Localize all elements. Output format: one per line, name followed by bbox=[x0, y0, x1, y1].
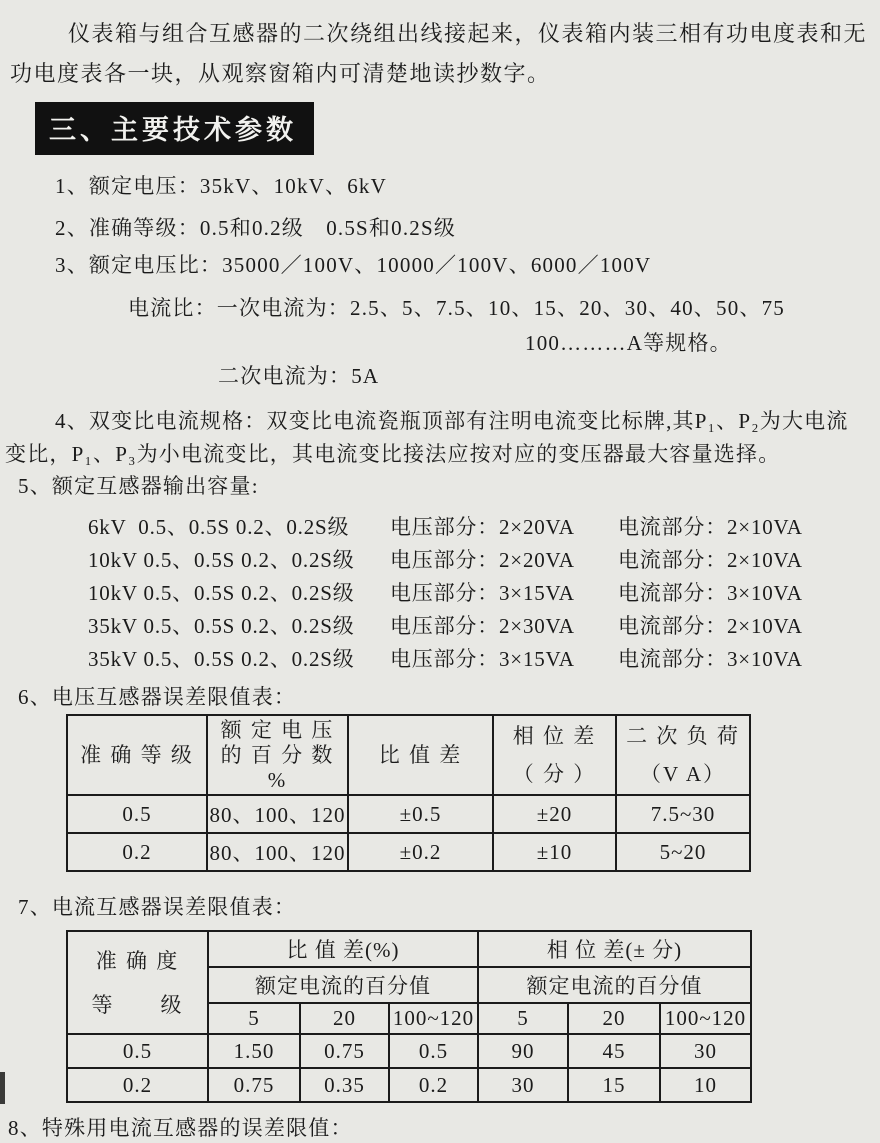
capacity-row bbox=[88, 511, 880, 544]
cell-value: 0.75 bbox=[208, 1068, 300, 1102]
capacity-row bbox=[88, 544, 880, 577]
cell-grade: 0.5 bbox=[67, 1034, 208, 1068]
th-phase-error-group: 相 位 差(± 分) bbox=[478, 931, 751, 967]
capacity-voltage-part: 电压部分：2×30VA bbox=[390, 614, 575, 638]
voltage-error-table bbox=[66, 714, 751, 872]
item-6-voltage-error-table-caption: 6、电压互感器误差限值表： bbox=[18, 685, 297, 709]
th-pct-100-120: 100~120 bbox=[660, 1003, 751, 1034]
capacity-voltage-part: 电压部分：3×15VA bbox=[390, 647, 575, 671]
capacity-row bbox=[88, 577, 880, 610]
item-3-rated-voltage-ratio: 3、额定电压比：35000／100V、10000／100V、6000／100V bbox=[55, 253, 652, 277]
cell-value: 0.35 bbox=[300, 1068, 389, 1102]
capacity-current-part: 电流部分：3×10VA bbox=[618, 647, 803, 671]
cell-value: 30 bbox=[478, 1068, 568, 1102]
cell-value: 45 bbox=[568, 1034, 660, 1068]
cell-ratio-error: ±0.5 bbox=[348, 795, 493, 833]
th-rated-voltage-percent-l1: 额 定 电 压 bbox=[220, 717, 335, 742]
th-phase-difference bbox=[493, 715, 616, 795]
th-secondary-burden-l1: 二 次 负 荷 bbox=[626, 723, 740, 748]
capacity-current-part: 电流部分：2×10VA bbox=[618, 515, 803, 539]
capacity-current-part: 电流部分：3×10VA bbox=[618, 581, 803, 605]
current-error-table bbox=[66, 930, 752, 1103]
cell-value: 0.2 bbox=[389, 1068, 478, 1102]
th-rated-voltage-percent-l2: 的 百 分 数 bbox=[220, 742, 335, 767]
cell-burden: 5~20 bbox=[616, 833, 750, 871]
cell-accuracy: 0.2 bbox=[67, 833, 207, 871]
item-4-line-2: 变比，P₁、P₃为小电流变比，其电流变比接法应按对应的变压器最大容量选择。 bbox=[5, 442, 781, 466]
item-2-accuracy-class: 2、准确等级：0.5和0.2级 0.5S和0.2S级 bbox=[55, 216, 457, 240]
item-3-primary-current: 电流比：一次电流为：2.5、5、7.5、10、15、20、30、40、50、75 bbox=[128, 296, 785, 320]
th-secondary-burden bbox=[616, 715, 750, 795]
th-ratio-error-group: 比 值 差(%) bbox=[208, 931, 478, 967]
cell-percent: 80、100、120 bbox=[207, 833, 348, 871]
capacity-current-part: 电流部分：2×10VA bbox=[618, 614, 803, 638]
capacity-voltage-part: 电压部分：2×20VA bbox=[390, 515, 575, 539]
th-rated-current-percent: 额定电流的百分值 bbox=[478, 967, 751, 1003]
section-title: 三、主要技术参数 bbox=[35, 102, 314, 155]
intro-line-1: 仪表箱与组合互感器的二次绕组出线接起来，仪表箱内装三相有功电度表和无 bbox=[68, 21, 868, 46]
th-accuracy-class bbox=[67, 715, 207, 795]
cell-value: 10 bbox=[660, 1068, 751, 1102]
cell-value: 30 bbox=[660, 1034, 751, 1068]
capacity-row bbox=[88, 643, 880, 676]
item-8-special-ct-error-limit: 8、特殊用电流互感器的误差限值： bbox=[8, 1116, 353, 1140]
capacity-current-part: 电流部分：2×10VA bbox=[618, 548, 803, 572]
th-accuracy-grade-l1: 准 确 度 bbox=[95, 948, 180, 973]
th-pct-100-120: 100~120 bbox=[389, 1003, 478, 1034]
th-phase-difference-l2: （ 分 ） bbox=[512, 761, 597, 786]
cell-value: 0.75 bbox=[300, 1034, 389, 1068]
voltage-table-row bbox=[67, 795, 750, 833]
intro-line-2: 功电度表各一块，从观察窗箱内可清楚地读抄数字。 bbox=[10, 61, 551, 86]
intro-paragraph bbox=[10, 0, 874, 94]
item-4-line-1: 4、双变比电流规格：双变比电流瓷瓶顶部有注明电流变比标牌,其P₁、P₂为大电流 bbox=[55, 409, 849, 433]
current-table-row bbox=[67, 1068, 751, 1102]
capacity-spec: 35kV 0.5、0.5S 0.2、0.2S级 bbox=[88, 614, 355, 638]
th-rated-voltage-percent bbox=[207, 715, 348, 795]
voltage-table-header-row bbox=[67, 715, 750, 795]
th-rated-voltage-percent-l3: % bbox=[267, 767, 288, 792]
capacity-spec: 6kV 0.5、0.5S 0.2、0.2S级 bbox=[88, 515, 350, 539]
capacity-voltage-part: 电压部分：2×20VA bbox=[390, 548, 575, 572]
current-table-row bbox=[67, 1034, 751, 1068]
capacity-row bbox=[88, 610, 880, 643]
item-3-secondary-current: 二次电流为：5A bbox=[218, 364, 380, 388]
capacity-list bbox=[0, 511, 880, 676]
th-ratio-error-label: 比 值 差 bbox=[378, 742, 463, 767]
cell-value: 1.50 bbox=[208, 1034, 300, 1068]
th-phase-difference-l1: 相 位 差 bbox=[512, 723, 597, 748]
item-3-primary-current-cont: 100………A等规格。 bbox=[525, 331, 732, 355]
item-1-rated-voltage: 1、额定电压：35kV、10kV、6kV bbox=[55, 174, 387, 198]
th-accuracy-grade bbox=[67, 931, 208, 1034]
voltage-table-row bbox=[67, 833, 750, 871]
th-accuracy-grade-l2: 等 级 bbox=[91, 992, 184, 1017]
th-pct-5: 5 bbox=[478, 1003, 568, 1034]
th-pct-5: 5 bbox=[208, 1003, 300, 1034]
scan-artifact bbox=[0, 1072, 5, 1104]
cell-burden: 7.5~30 bbox=[616, 795, 750, 833]
th-accuracy-class-label: 准 确 等 级 bbox=[80, 742, 194, 767]
cell-value: 0.5 bbox=[389, 1034, 478, 1068]
capacity-spec: 35kV 0.5、0.5S 0.2、0.2S级 bbox=[88, 647, 355, 671]
capacity-spec: 10kV 0.5、0.5S 0.2、0.2S级 bbox=[88, 548, 355, 572]
capacity-voltage-part: 电压部分：3×15VA bbox=[390, 581, 575, 605]
cell-value: 15 bbox=[568, 1068, 660, 1102]
th-pct-20: 20 bbox=[568, 1003, 660, 1034]
th-rated-current-percent: 额定电流的百分值 bbox=[208, 967, 478, 1003]
cell-phase-diff: ±20 bbox=[493, 795, 616, 833]
th-secondary-burden-l2: （V A） bbox=[639, 761, 727, 786]
th-ratio-error bbox=[348, 715, 493, 795]
cell-ratio-error: ±0.2 bbox=[348, 833, 493, 871]
th-pct-20: 20 bbox=[300, 1003, 389, 1034]
cell-grade: 0.2 bbox=[67, 1068, 208, 1102]
capacity-spec: 10kV 0.5、0.5S 0.2、0.2S级 bbox=[88, 581, 355, 605]
cell-value: 90 bbox=[478, 1034, 568, 1068]
item-5-rated-output-capacity: 5、额定互感器输出容量: bbox=[18, 474, 259, 498]
cell-accuracy: 0.5 bbox=[67, 795, 207, 833]
current-table-header-row-1 bbox=[67, 931, 751, 967]
cell-phase-diff: ±10 bbox=[493, 833, 616, 871]
item-4-dual-ratio-paragraph bbox=[5, 405, 874, 471]
item-7-current-error-table-caption: 7、电流互感器误差限值表： bbox=[18, 895, 297, 919]
cell-percent: 80、100、120 bbox=[207, 795, 348, 833]
